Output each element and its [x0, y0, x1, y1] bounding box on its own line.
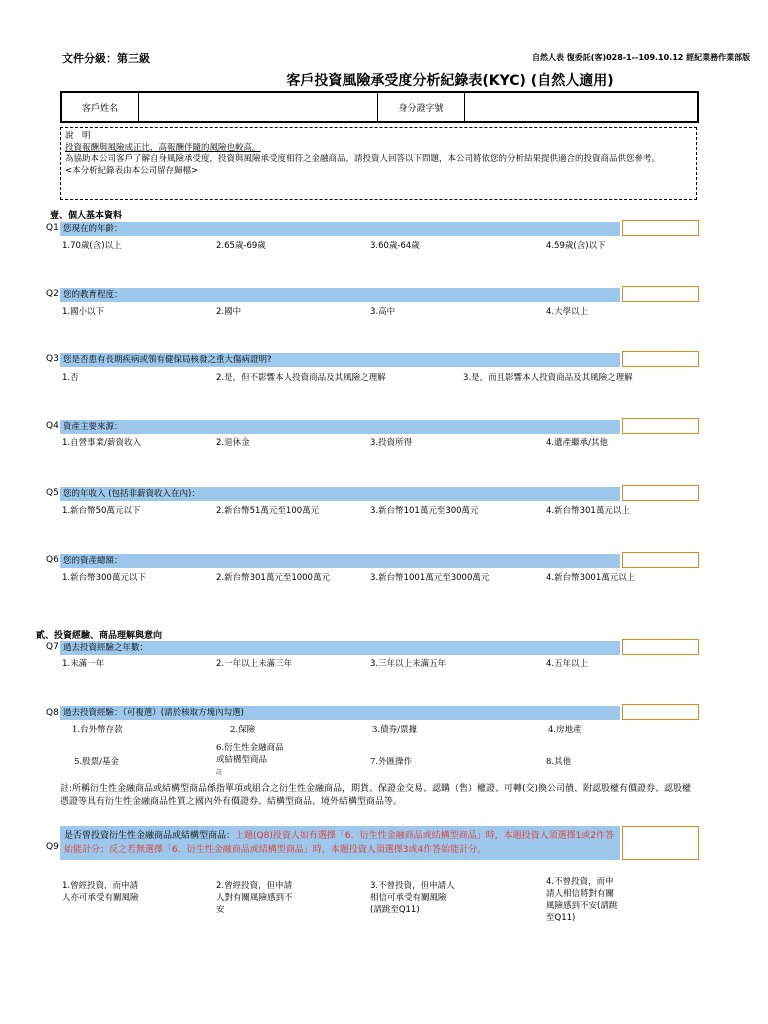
q9-question: [60, 826, 620, 860]
q8-question: 過去投資經驗：（可複選）(請於核取方塊內勾選): [60, 706, 620, 720]
q1-answer-box[interactable]: [622, 220, 699, 236]
q4-number: Q4: [46, 421, 59, 431]
page-title: 客戶投資風險承受度分析紀錄表(KYC) (自然人適用): [286, 73, 614, 89]
q1-question: 您現在的年齡：: [60, 222, 620, 236]
q3-question: 您是否患有長期疾病或領有健保局核發之重大傷病證明?: [60, 353, 620, 367]
q3-option-3[interactable]: 3.是，而且影響本人投資商品及其風險之理解: [463, 373, 633, 383]
name-label: 客戶姓名: [61, 92, 139, 122]
q9-option-2[interactable]: 2.曾經投資，但申請人對有關風險感到不安: [216, 881, 293, 915]
notice-box: [60, 127, 697, 200]
q8-number: Q8: [46, 708, 59, 718]
q8-option-8[interactable]: 8.其他: [546, 757, 572, 767]
q7-answer-box[interactable]: [622, 639, 699, 655]
q2-option-3[interactable]: 3.高中: [370, 307, 396, 317]
q9-option-1[interactable]: 1.曾經投資，而申請人亦可承受有關風險: [62, 881, 139, 903]
q4-option-2[interactable]: 2.退休金: [216, 438, 250, 448]
q5-answer-box[interactable]: [622, 485, 699, 501]
q4-question: 資產主要來源：: [60, 420, 620, 434]
q5-option-1[interactable]: 1.新台幣50萬元以下: [62, 506, 141, 516]
q3-option-2[interactable]: 2.是，但不影響本人投資商品及其風險之理解: [216, 373, 386, 383]
notice-heading: 說 明: [65, 131, 91, 141]
q6-option-3[interactable]: 3.新台幣1001萬元至3000萬元: [370, 573, 490, 583]
form-code: 自然人表 復委託(客)028-1--109.10.12 經紀業務作業部版: [532, 53, 751, 62]
q2-number: Q2: [46, 289, 59, 299]
q1-option-2[interactable]: 2.65歲-69歲: [216, 241, 266, 251]
q9-answer-box[interactable]: [622, 826, 699, 860]
q2-option-4[interactable]: 4.大學以上: [546, 307, 589, 317]
notice-line-3: <本分析紀錄表由本公司留存歸檔>: [65, 165, 199, 176]
document-classification: 文件分級：第三級: [62, 52, 150, 65]
q8-footnote: 註:所稱衍生性金融商品或結構型商品係指單項或組合之衍生性金融商品，期貨、保證金交易、認購（售）權證、可轉(交)換公司債、附認股權有價證券、認股權憑證等具有衍生性金融商品性質之國內外有價證券、結構型商品、境外結構型商品等。: [60, 784, 692, 807]
q4-option-3[interactable]: 3.投資所得: [370, 438, 413, 448]
id-field[interactable]: [465, 92, 699, 122]
q7-option-3[interactable]: 3.三年以上未滿五年: [370, 659, 447, 669]
q7-option-4[interactable]: 4.五年以上: [546, 659, 589, 669]
customer-info-table: [60, 91, 699, 123]
q3-answer-box[interactable]: [622, 351, 699, 367]
section-2-heading: 貳、投資經驗、商品理解與意向: [36, 631, 163, 641]
q4-option-1[interactable]: 1.自營事業/薪資收入: [62, 438, 141, 448]
q9-instruction: 上題(Q8)投資人如有選擇「6．衍生性金融商品或結構型商品」時，本題投資人須選擇1或2作答始能計分；反之若無選擇「6．衍生性金融商品或結構型商品」時，本題投資人須選擇3或4作答始能計分。: [64, 831, 615, 855]
q8-option-7[interactable]: 7.外匯操作: [370, 757, 413, 767]
q7-question: 過去投資經驗之年數：: [60, 641, 620, 655]
id-label: 身分證字號: [378, 92, 465, 122]
q9-question-text: 是否曾投資衍生性金融商品或結構型商品：: [64, 831, 236, 841]
q6-answer-box[interactable]: [622, 552, 699, 568]
q8-option-3[interactable]: 3.債券/票據: [372, 725, 417, 735]
q1-option-3[interactable]: 3.60歲-64歲: [370, 241, 420, 251]
q3-option-1[interactable]: 1.否: [62, 373, 79, 383]
q8-option-4[interactable]: 4.房地產: [548, 725, 582, 735]
q8-answer-box[interactable]: [622, 704, 699, 720]
q7-option-1[interactable]: 1.未滿一年: [62, 659, 105, 669]
q5-question: 您的年收入 (包括非薪資收入在內)：: [60, 487, 620, 501]
q1-number: Q1: [46, 223, 59, 233]
notice-line-1: 投資報酬與風險成正比，高報酬伴隨的風險也較高。: [65, 142, 261, 153]
q6-number: Q6: [46, 555, 59, 565]
q3-number: Q3: [46, 354, 59, 364]
q2-option-1[interactable]: 1.國小以下: [62, 307, 105, 317]
q2-answer-box[interactable]: [622, 286, 699, 302]
q2-option-2[interactable]: 2.國中: [216, 307, 242, 317]
q9-option-3[interactable]: 3.不曾投資，但申請人相信可承受有關風險(請跳至Q11): [370, 881, 455, 915]
notice-line-2: 為協助本公司客戶了解自身風險承受度，投資與風險承受度相符之金融商品，請投資人回答以下問題，本公司將依您的分析結果提供適合的投資商品供您參考。: [65, 154, 661, 164]
q7-number: Q7: [46, 642, 59, 652]
q4-answer-box[interactable]: [622, 418, 699, 434]
q7-option-2[interactable]: 2.一年以上未滿三年: [216, 659, 293, 669]
q9-number: Q9: [46, 842, 59, 852]
q2-question: 您的教育程度：: [60, 288, 620, 302]
name-field[interactable]: [139, 92, 378, 122]
q1-option-1[interactable]: 1.70歲(含)以上: [62, 241, 122, 251]
q6-option-1[interactable]: 1.新台幣300萬元以下: [62, 573, 146, 583]
q8-option-6[interactable]: 6.衍生性金融商品或結構型商品: [216, 743, 284, 765]
q6-option-2[interactable]: 2.新台幣301萬元至1000萬元: [216, 573, 330, 583]
q8-option-5[interactable]: 5.股票/基金: [74, 757, 119, 767]
q8-option-2[interactable]: 2.保險: [230, 725, 256, 735]
q5-option-3[interactable]: 3.新台幣101萬元至300萬元: [370, 506, 479, 516]
q8-option-6-note-mark: 註: [216, 769, 223, 776]
q5-option-4[interactable]: 4.新台幣301萬元以上: [546, 506, 630, 516]
q8-option-1[interactable]: 1.台外幣存款: [72, 725, 123, 735]
q4-option-4[interactable]: 4.遺產繼承/其他: [546, 438, 608, 448]
q9-option-4[interactable]: 4.不曾投資，而申請人相信將對有關風險感到不安(請跳至Q11): [546, 877, 618, 923]
section-1-heading: 壹、個人基本資料: [50, 211, 123, 221]
q6-option-4[interactable]: 4.新台幣3001萬元以上: [546, 573, 636, 583]
q6-question: 您的資產總額：: [60, 554, 620, 568]
q5-number: Q5: [46, 488, 59, 498]
q5-option-2[interactable]: 2.新台幣51萬元至100萬元: [216, 506, 320, 516]
q1-option-4[interactable]: 4.59歲(含)以下: [546, 241, 606, 251]
